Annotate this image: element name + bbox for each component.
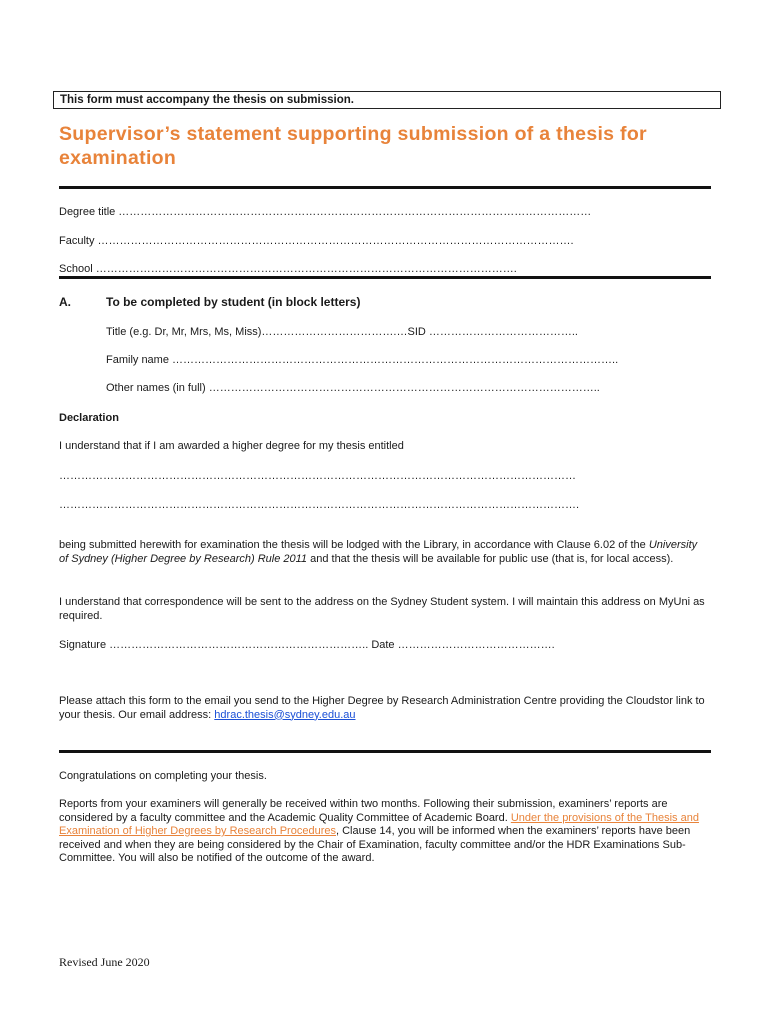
reports-text-b: , Clause 14, you will be informed when the examiners’ reports have been received and when they are being considered by the Chair of Examination, faculty committee and/or the HDR Examinations Sub-Committee. You will also be notified of the outcome of the award. <box>59 825 691 864</box>
email-link[interactable]: hdrac.thesis@sydney.edu.au <box>214 708 356 721</box>
reports-paragraph <box>59 798 709 866</box>
school-field[interactable]: School ……………………………………………………………………………………………………. <box>59 263 517 275</box>
form-title: Supervisor’s statement supporting submission of a thesis for examination <box>59 123 647 169</box>
congratulations-text: Congratulations on completing your thesis. <box>59 770 267 782</box>
declaration-intro: I understand that if I am awarded a higher degree for my thesis entitled <box>59 440 404 452</box>
other-names-field[interactable]: Other names (in full) …………………………………………………………………………………………….. <box>106 382 600 394</box>
submission-notice: This form must accompany the thesis on submission. <box>53 91 721 109</box>
attach-text: Please attach this form to the email you send to the Higher Degree by Research Administration Centre providing the Cloudstor link to your thesis. Our email address: <box>59 695 705 721</box>
thesis-title-line-2[interactable]: ……………………………………………………………………………………………………………………………. <box>59 499 580 511</box>
section-a-letter: A. <box>59 295 71 309</box>
revision-footer: Revised June 2020 <box>59 955 150 969</box>
signature-date-field[interactable]: Signature …………………………………………………………….. Date ……………………………………. <box>59 639 555 651</box>
para1-text-b: and that the thesis will be available for public use (that is, for local access). <box>307 552 674 565</box>
thesis-title-line-1[interactable]: …………………………………………………………………………………………………………………………… <box>59 470 576 482</box>
para1-text-a: being submitted herewith for examination the thesis will be lodged with the Library, in accordance with Clause 6.02 of the <box>59 539 649 551</box>
section-a-heading: To be completed by student (in block letters) <box>106 295 361 309</box>
library-lodging-paragraph <box>59 539 709 566</box>
declaration-heading: Declaration <box>59 412 119 424</box>
attach-paragraph <box>59 695 709 722</box>
section-divider <box>59 276 711 279</box>
title-sid-field[interactable]: Title (e.g. Dr, Mr, Mrs, Ms, Miss)……………………………….…SID ………………………………….. <box>106 326 578 338</box>
procedures-link[interactable]: Under the provisions of the Thesis and Examination of Higher Degrees by Research Procedures <box>59 811 699 837</box>
reports-text-a: Reports from your examiners will generally be received within two months. Following their submission, examiners’ reports are considered by a faculty committee and the Academic Quality Committee of Academic Board. <box>59 798 668 824</box>
faculty-field[interactable]: Faculty …………………………………………………………………………………………………………………. <box>59 235 574 247</box>
correspondence-paragraph: I understand that correspondence will be sent to the address on the Sydney Student system. I will maintain this address on MyUni as required. <box>59 596 705 622</box>
bottom-divider <box>59 750 711 753</box>
family-name-field[interactable]: Family name ………………………………………………………………………………………………………….. <box>106 354 619 366</box>
rule-reference: University of Sydney (Higher Degree by Research) Rule 2011 <box>59 539 698 565</box>
degree-title-field[interactable]: Degree title ………………………………………………………………………………………………………………… <box>59 206 592 218</box>
title-divider <box>59 186 711 189</box>
